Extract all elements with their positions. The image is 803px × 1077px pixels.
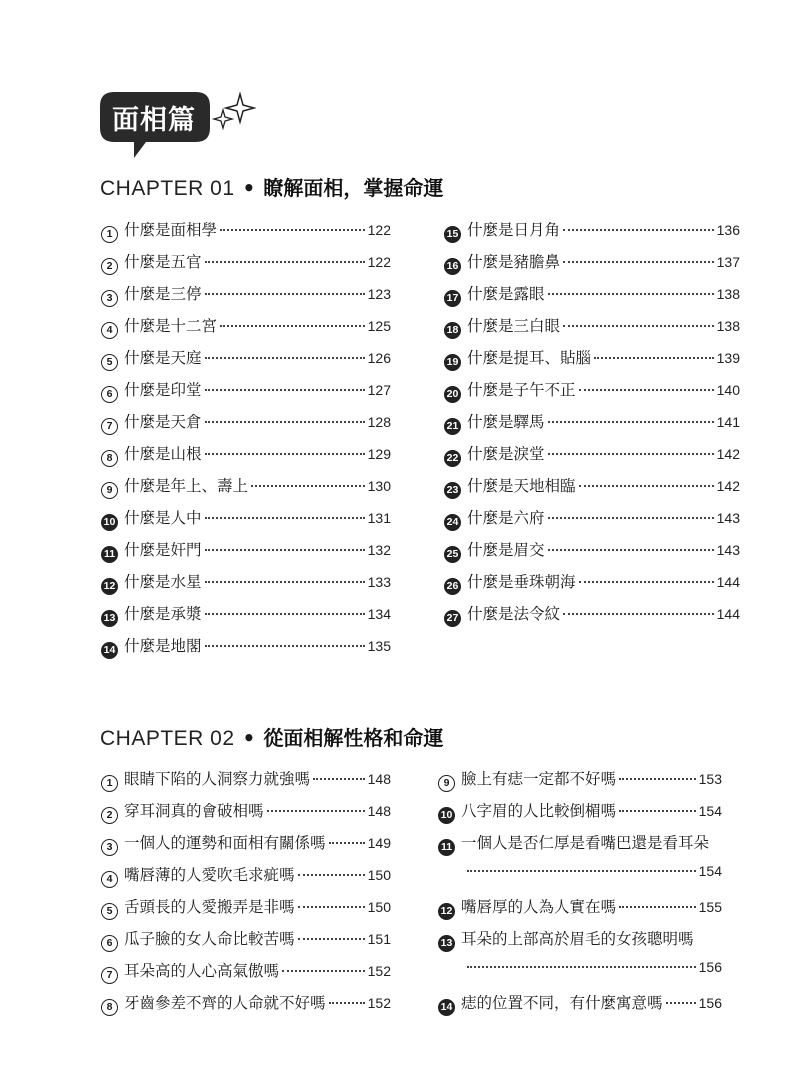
- entry-number: 9: [438, 775, 455, 792]
- chapter-01-list-left: [101, 218, 391, 666]
- entry-title: 眼睛下陷的人洞察力就強嗎: [124, 770, 311, 788]
- leader-dots: [205, 517, 365, 519]
- entry-page: 138: [716, 318, 740, 334]
- entry-title: 什麼是人中: [124, 509, 202, 527]
- entry-title: 什麼是子午不正: [467, 381, 576, 399]
- toc-entry-continuation[interactable]: [438, 863, 722, 895]
- entry-number: 12: [438, 903, 455, 920]
- entry-page: 154: [698, 803, 722, 819]
- toc-entry[interactable]: [101, 442, 391, 474]
- entry-title: 什麼是天倉: [124, 413, 202, 431]
- leader-dots: [467, 870, 696, 872]
- entry-title: 什麼是地閣: [124, 637, 202, 655]
- entry-number: 11: [101, 546, 118, 563]
- entry-title: 什麼是提耳、貼腦: [467, 349, 592, 367]
- entry-page: 148: [367, 771, 391, 787]
- entry-number: 20: [444, 386, 461, 403]
- entry-title: 什麼是垂珠朝海: [467, 573, 576, 591]
- entry-number: 4: [101, 871, 118, 888]
- chapter-title: 從面相解性格和命運: [263, 726, 444, 750]
- entry-number: 7: [101, 967, 118, 984]
- toc-entry[interactable]: [101, 927, 391, 959]
- toc-entry[interactable]: [101, 991, 391, 1023]
- toc-entry[interactable]: [101, 474, 391, 506]
- toc-entry[interactable]: [444, 570, 740, 602]
- entry-page: 130: [367, 478, 391, 494]
- entry-title: 什麼是天地相臨: [467, 477, 576, 495]
- section-badge: [100, 90, 210, 154]
- entry-number: 14: [438, 999, 455, 1016]
- leader-dots: [619, 906, 696, 908]
- leader-dots: [579, 389, 714, 391]
- entry-number: 6: [101, 386, 118, 403]
- entry-number: 6: [101, 935, 118, 952]
- leader-dots: [594, 357, 714, 359]
- entry-title: 什麼是奸門: [124, 541, 202, 559]
- entry-title: 痣的位置不同，有什麼寓意嗎: [461, 994, 663, 1012]
- entry-page: 153: [698, 771, 722, 787]
- entry-number: 2: [101, 807, 118, 824]
- leader-dots: [619, 810, 696, 812]
- chapter-bullet: •: [242, 176, 256, 200]
- entry-page: 142: [716, 446, 740, 462]
- entry-page: 137: [716, 254, 740, 270]
- entry-number: 10: [101, 514, 118, 531]
- leader-dots: [563, 613, 714, 615]
- leader-dots: [548, 549, 714, 551]
- entry-page: 152: [367, 963, 391, 979]
- leader-dots: [579, 485, 714, 487]
- entry-page: 131: [367, 510, 391, 526]
- entry-title: 舌頭長的人愛搬弄是非嗎: [124, 898, 295, 916]
- toc-entry[interactable]: [438, 991, 722, 1023]
- leader-dots: [205, 421, 365, 423]
- entry-page: 134: [367, 606, 391, 622]
- toc-entry[interactable]: [101, 410, 391, 442]
- entry-title: 什麼是天庭: [124, 349, 202, 367]
- entry-number: 11: [438, 839, 455, 856]
- entry-page: 156: [698, 995, 722, 1011]
- toc-entry[interactable]: [444, 346, 740, 378]
- entry-title: 什麼是面相學: [124, 221, 218, 239]
- entry-number: 1: [101, 226, 118, 243]
- leader-dots: [563, 261, 714, 263]
- entry-title: 瓜子臉的女人命比較苦嗎: [124, 930, 295, 948]
- leader-dots: [579, 581, 714, 583]
- entry-number: 22: [444, 450, 461, 467]
- entry-page: 123: [367, 286, 391, 302]
- leader-dots: [205, 293, 365, 295]
- leader-dots: [548, 517, 714, 519]
- toc-entry[interactable]: [101, 895, 391, 927]
- entry-title: 什麼是眉交: [467, 541, 545, 559]
- entry-page: 152: [367, 995, 391, 1011]
- leader-dots: [548, 421, 714, 423]
- chapter-01-heading: [100, 172, 443, 201]
- entry-number: 25: [444, 546, 461, 563]
- entry-title: 什麼是山根: [124, 445, 202, 463]
- entry-title: 嘴唇薄的人愛吹毛求疵嗎: [124, 866, 295, 884]
- entry-page: 148: [367, 803, 391, 819]
- toc-entry[interactable]: [438, 895, 722, 927]
- entry-title: 什麼是六府: [467, 509, 545, 527]
- entry-number: 1: [101, 775, 118, 792]
- toc-entry[interactable]: [444, 506, 740, 538]
- leader-dots: [329, 842, 365, 844]
- leader-dots: [205, 645, 365, 647]
- toc-entry[interactable]: [444, 314, 740, 346]
- entry-number: 14: [101, 642, 118, 659]
- entry-page: 156: [698, 959, 722, 975]
- entry-number: 23: [444, 482, 461, 499]
- toc-entry[interactable]: [101, 959, 391, 991]
- entry-page: 151: [367, 931, 391, 947]
- leader-dots: [548, 293, 714, 295]
- entry-page: 150: [367, 899, 391, 915]
- toc-entry[interactable]: [101, 767, 391, 799]
- entry-page: 144: [716, 574, 740, 590]
- toc-entry[interactable]: [101, 282, 391, 314]
- toc-entry[interactable]: [444, 410, 740, 442]
- entry-number: 5: [101, 354, 118, 371]
- chapter-title: 瞭解面相，掌握命運: [263, 176, 444, 200]
- toc-entry[interactable]: [444, 218, 740, 250]
- entry-page: 150: [367, 867, 391, 883]
- entry-title: 什麼是十二宮: [124, 317, 218, 335]
- entry-page: 140: [716, 382, 740, 398]
- entry-page: 132: [367, 542, 391, 558]
- entry-page: 143: [716, 510, 740, 526]
- toc-entry[interactable]: [444, 378, 740, 410]
- entry-title: 什麼是承漿: [124, 605, 202, 623]
- entry-title: 什麼是年上、壽上: [124, 477, 249, 495]
- toc-entry[interactable]: [101, 863, 391, 895]
- chapter-02-heading: [100, 722, 443, 751]
- toc-entry[interactable]: [438, 927, 722, 959]
- leader-dots: [563, 325, 714, 327]
- entry-title: 什麼是印堂: [124, 381, 202, 399]
- leader-dots: [619, 778, 696, 780]
- sparkle-icon: [212, 92, 256, 136]
- toc-entry[interactable]: [101, 538, 391, 570]
- entry-title: 耳朵的上部高於眉毛的女孩聰明嗎: [461, 930, 694, 948]
- entry-title: 什麼是三停: [124, 285, 202, 303]
- entry-title: 一個人是否仁厚是看嘴巴還是看耳朵: [461, 834, 710, 852]
- toc-entry[interactable]: [444, 602, 740, 634]
- entry-page: 141: [716, 414, 740, 430]
- toc-entry[interactable]: [438, 799, 722, 831]
- entry-page: 133: [367, 574, 391, 590]
- entry-number: 17: [444, 290, 461, 307]
- entry-title: 耳朵高的人心高氣傲嗎: [124, 962, 280, 980]
- leader-dots: [313, 778, 365, 780]
- leader-dots: [467, 966, 696, 968]
- entry-page: 136: [716, 222, 740, 238]
- entry-page: 122: [367, 222, 391, 238]
- entry-title: 牙齒參差不齊的人命就不好嗎: [124, 994, 326, 1012]
- leader-dots: [282, 970, 365, 972]
- toc-entry[interactable]: [101, 634, 391, 666]
- entry-number: 5: [101, 903, 118, 920]
- entry-number: 19: [444, 354, 461, 371]
- entry-number: 26: [444, 578, 461, 595]
- entry-title: 什麼是三白眼: [467, 317, 561, 335]
- entry-page: 129: [367, 446, 391, 462]
- toc-entry-continuation[interactable]: [438, 959, 722, 991]
- entry-page: 139: [716, 350, 740, 366]
- entry-title: 什麼是法令紋: [467, 605, 561, 623]
- toc-entry[interactable]: [101, 506, 391, 538]
- entry-page: 142: [716, 478, 740, 494]
- leader-dots: [666, 1002, 696, 1004]
- entry-title: 臉上有痣一定都不好嗎: [461, 770, 617, 788]
- entry-number: 13: [101, 610, 118, 627]
- entry-number: 9: [101, 482, 118, 499]
- entry-title: 什麼是淚堂: [467, 445, 545, 463]
- leader-dots: [548, 453, 714, 455]
- entry-page: 126: [367, 350, 391, 366]
- chapter-02-list-right: [438, 767, 722, 1023]
- leader-dots: [298, 938, 365, 940]
- entry-number: 12: [101, 578, 118, 595]
- toc-entry[interactable]: [101, 346, 391, 378]
- toc-entry[interactable]: [101, 570, 391, 602]
- entry-title: 嘴唇厚的人為人實在嗎: [461, 898, 617, 916]
- toc-entry[interactable]: [444, 538, 740, 570]
- leader-dots: [329, 1002, 365, 1004]
- entry-number: 27: [444, 610, 461, 627]
- entry-number: 15: [444, 226, 461, 243]
- entry-page: 135: [367, 638, 391, 654]
- toc-entry[interactable]: [101, 378, 391, 410]
- toc-entry[interactable]: [101, 602, 391, 634]
- entry-number: 10: [438, 807, 455, 824]
- leader-dots: [205, 389, 365, 391]
- toc-entry[interactable]: [444, 474, 740, 506]
- entry-number: 4: [101, 322, 118, 339]
- leader-dots: [563, 229, 714, 231]
- entry-number: 2: [101, 258, 118, 275]
- entry-title: 穿耳洞真的會破相嗎: [124, 802, 264, 820]
- leader-dots: [205, 613, 365, 615]
- entry-number: 18: [444, 322, 461, 339]
- entry-title: 什麼是日月角: [467, 221, 561, 239]
- entry-page: 127: [367, 382, 391, 398]
- entry-number: 3: [101, 839, 118, 856]
- toc-entry[interactable]: [444, 282, 740, 314]
- entry-page: 128: [367, 414, 391, 430]
- toc-entry[interactable]: [101, 218, 391, 250]
- entry-page: 143: [716, 542, 740, 558]
- section-title: 面相篇: [112, 105, 196, 136]
- entry-page: 149: [367, 835, 391, 851]
- leader-dots: [205, 453, 365, 455]
- chapter-label: CHAPTER 01: [100, 177, 235, 200]
- leader-dots: [205, 357, 365, 359]
- toc-entry[interactable]: [101, 314, 391, 346]
- entry-page: 154: [698, 863, 722, 879]
- entry-number: 24: [444, 514, 461, 531]
- entry-page: 138: [716, 286, 740, 302]
- entry-page: 155: [698, 899, 722, 915]
- entry-number: 8: [101, 999, 118, 1016]
- toc-entry[interactable]: [101, 831, 391, 863]
- chapter-bullet: •: [242, 726, 256, 750]
- entry-number: 7: [101, 418, 118, 435]
- entry-title: 什麼是驛馬: [467, 413, 545, 431]
- toc-entry[interactable]: [438, 767, 722, 799]
- toc-entry[interactable]: [101, 250, 391, 282]
- entry-title: 一個人的運勢和面相有關係嗎: [124, 834, 326, 852]
- toc-entry[interactable]: [444, 250, 740, 282]
- entry-title: 什麼是五官: [124, 253, 202, 271]
- leader-dots: [298, 874, 365, 876]
- entry-number: 3: [101, 290, 118, 307]
- chapter-label: CHAPTER 02: [100, 727, 235, 750]
- toc-entry[interactable]: [444, 442, 740, 474]
- leader-dots: [298, 906, 365, 908]
- toc-entry[interactable]: [101, 799, 391, 831]
- entry-number: 13: [438, 935, 455, 952]
- leader-dots: [205, 581, 365, 583]
- entry-title: 什麼是露眼: [467, 285, 545, 303]
- entry-title: 八字眉的人比較倒楣嗎: [461, 802, 617, 820]
- entry-number: 8: [101, 450, 118, 467]
- entry-number: 16: [444, 258, 461, 275]
- leader-dots: [267, 810, 365, 812]
- entry-page: 125: [367, 318, 391, 334]
- leader-dots: [220, 325, 365, 327]
- leader-dots: [205, 549, 365, 551]
- leader-dots: [220, 229, 365, 231]
- chapter-01-list-right: [444, 218, 740, 634]
- leader-dots: [205, 261, 365, 263]
- entry-page: 122: [367, 254, 391, 270]
- entry-title: 什麼是水星: [124, 573, 202, 591]
- entry-number: 21: [444, 418, 461, 435]
- entry-title: 什麼是豬膽鼻: [467, 253, 561, 271]
- leader-dots: [251, 485, 365, 487]
- toc-entry[interactable]: [438, 831, 722, 863]
- chapter-02-list-left: [101, 767, 391, 1023]
- entry-page: 144: [716, 606, 740, 622]
